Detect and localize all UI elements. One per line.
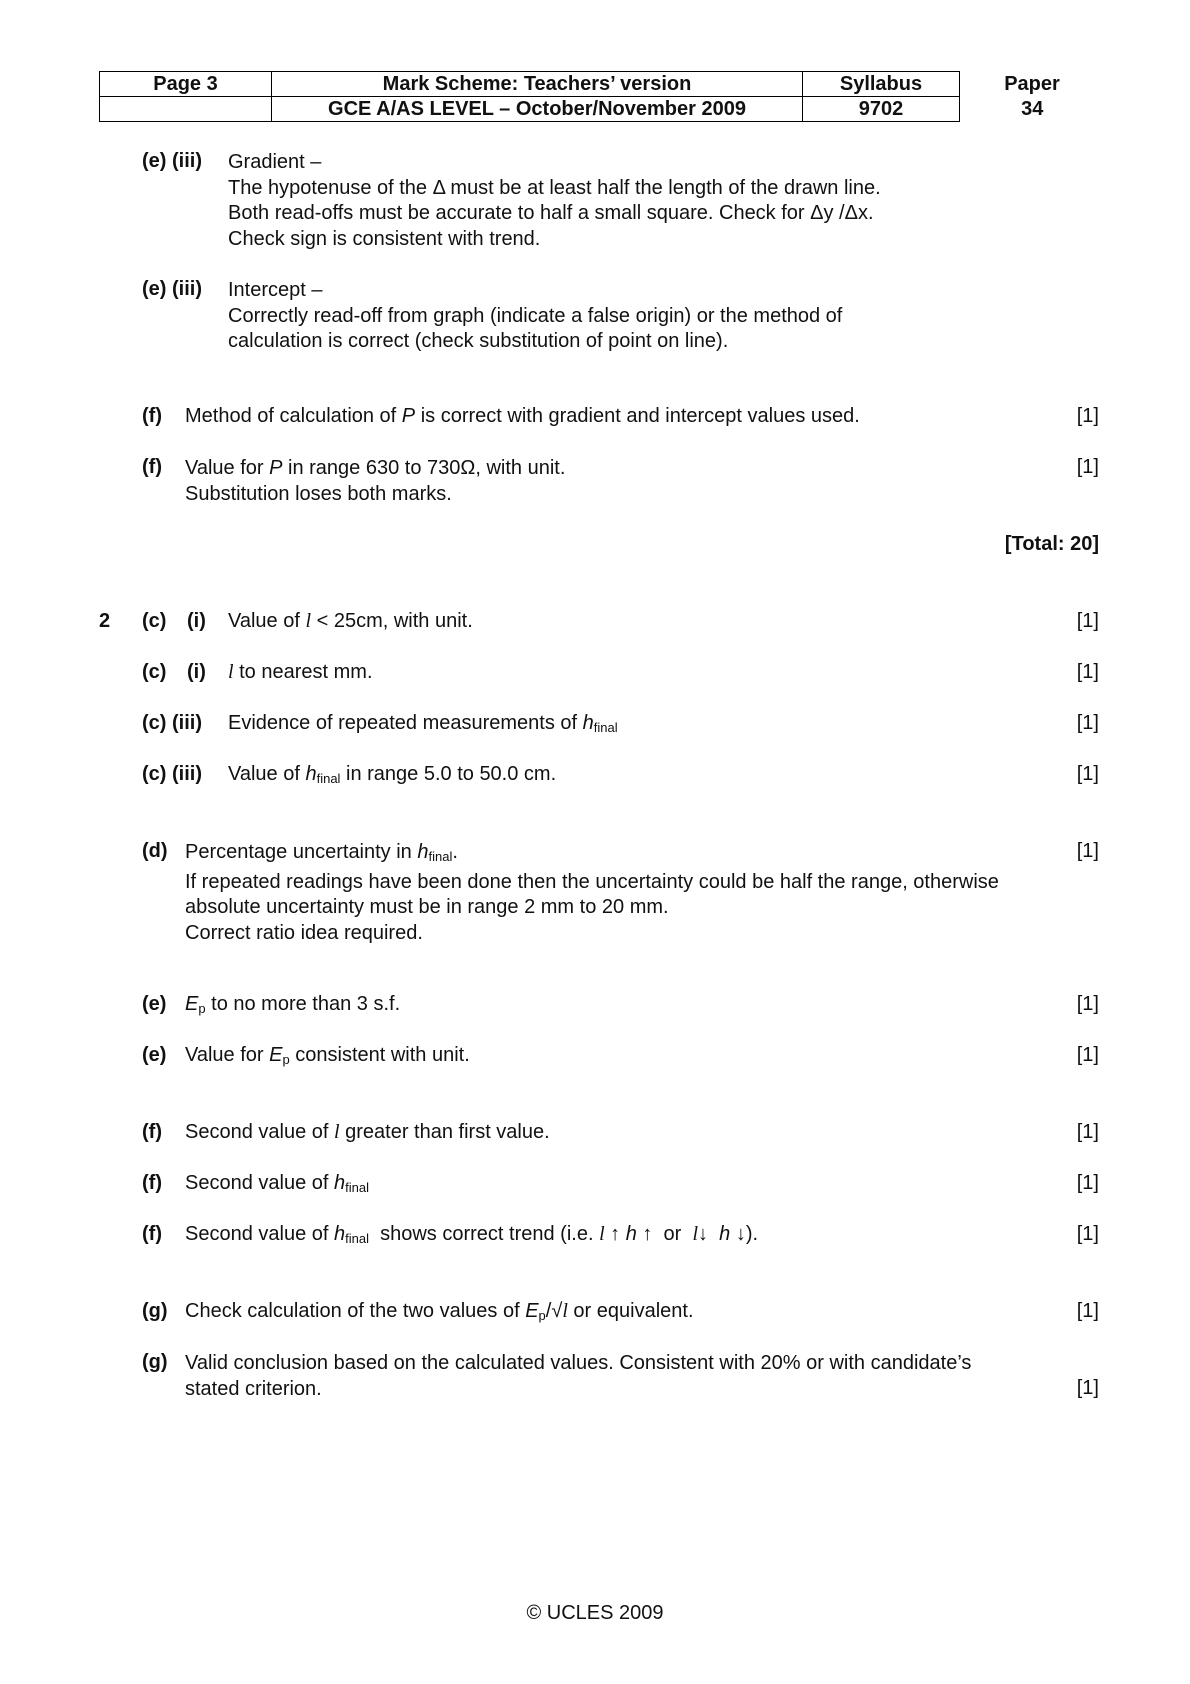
q1-f1-mark: [1]: [1076, 405, 1099, 427]
header-syllabus-label: Syllabus: [803, 72, 960, 97]
q1-e3a-line: The hypotenuse of the Δ must be at least half the length of the drawn line.: [228, 176, 881, 199]
header-page: Page 3: [100, 72, 272, 97]
q2-d-mark: [1]: [1076, 840, 1099, 862]
q2-f3-label: (f): [142, 1223, 162, 1245]
q2-f2-text: Second value of $h_{final}$: [185, 1172, 369, 1195]
q2-c1a-sub: (i): [187, 610, 206, 632]
q2-c1a-mark: [1]: [1076, 610, 1099, 632]
q2-c3a-mark: [1]: [1076, 712, 1099, 734]
q2-g1-mark: [1]: [1076, 1300, 1099, 1322]
q2-f1-text: Second value of l greater than first value.: [185, 1121, 550, 1143]
q2-g1-text: Check calculation of the two values of $E_p/√l$ or equivalent.: [185, 1300, 694, 1323]
q1-e3a-text: [228, 150, 881, 252]
q1-e3a-line: Both read-offs must be accurate to half a small square. Check for Δy /Δx.: [228, 202, 874, 224]
q1-f2-mark: [1]: [1076, 456, 1099, 478]
q2-g2-mark: [1]: [1076, 1377, 1099, 1399]
header-exam: GCE A/AS LEVEL – October/November 2009: [272, 97, 803, 122]
q2-e1-text: $E_p$ to no more than 3 s.f.: [185, 993, 401, 1016]
q2-number: 2: [99, 610, 111, 632]
q2-d-label: (d): [142, 840, 168, 862]
q2-f2-mark: [1]: [1076, 1172, 1099, 1194]
header-paper-label: Paper: [1004, 72, 1060, 95]
q2-g1-label: (g): [142, 1300, 168, 1322]
q2-g2-label: (g): [142, 1351, 168, 1373]
q2-c3a-label: (c) (iii): [142, 712, 202, 734]
q2-c3a-text: Evidence of repeated measurements of $h_{final}$: [228, 712, 618, 735]
q1-e3b-text: [228, 278, 842, 355]
q2-c1b-sub: (i): [187, 661, 206, 683]
header-title: Mark Scheme: Teachers’ version: [272, 72, 803, 97]
q2-c1b-text: l to nearest mm.: [228, 661, 373, 683]
q2-e2-mark: [1]: [1076, 1044, 1099, 1066]
q2-c1a-text: Value of l < 25cm, with unit.: [228, 610, 473, 632]
q1-f2-text: Value for P in range 630 to 730Ω, with unit. Substitution loses both marks.: [185, 457, 566, 505]
q2-f2-label: (f): [142, 1172, 162, 1194]
q1-e3a-line: Check sign is consistent with trend.: [228, 227, 541, 250]
q2-c3b-mark: [1]: [1076, 763, 1099, 785]
q2-c1b-mark: [1]: [1076, 661, 1099, 683]
q1-e3a-label: (e) (iii): [142, 150, 202, 172]
q1-e3b-line: Intercept –: [228, 279, 323, 301]
q2-c3b-text: Value of $h_{final}$ in range 5.0 to 50.0 cm.: [228, 763, 557, 786]
footer-copyright: © UCLES 2009: [526, 1602, 664, 1624]
q2-f1-label: (f): [142, 1121, 162, 1143]
q2-f1-mark: [1]: [1076, 1121, 1099, 1143]
q1-e3a-line: Gradient –: [228, 151, 322, 173]
q2-e1-mark: [1]: [1076, 993, 1099, 1015]
header-paper: 34: [1021, 97, 1044, 120]
q2-c1a-label: (c): [142, 610, 167, 632]
q1-e3b-label: (e) (iii): [142, 278, 202, 300]
q1-f1-text: Method of calculation of P is correct with gradient and intercept values used.: [185, 405, 860, 427]
q2-c1b-label: (c): [142, 661, 167, 683]
q1-total: [Total: 20]: [1004, 533, 1099, 555]
header-empty-cell: [100, 97, 272, 122]
q1-e3b-line: Correctly read-off from graph (indicate a false origin) or the method of: [228, 304, 843, 327]
q1-e3b-line: calculation is correct (check substitution of point on line).: [228, 330, 729, 352]
q2-c3b-label: (c) (iii): [142, 763, 202, 785]
q2-f3-mark: [1]: [1076, 1223, 1099, 1245]
header-syllabus: 9702: [803, 97, 960, 122]
q2-g2-text: Valid conclusion based on the calculated values. Consistent with 20% or with candidate’s stated criterion.: [185, 1352, 972, 1400]
header-table: [99, 71, 1105, 122]
q2-f3-text: Second value of $h_{final}$ shows correct trend (i.e. l ↑ h ↑ or l↓ h ↓).: [185, 1223, 759, 1246]
q1-f2-label: (f): [142, 456, 162, 478]
q2-e1-label: (e): [142, 993, 167, 1015]
q2-d-text: Percentage uncertainty in $h_{final}$. If repeated readings have been done then the uncertainty could be half the range, otherwise absolute uncertainty must be in range 2 mm to 20 mm. Correct ratio idea required.: [185, 841, 999, 944]
q1-f1-label: (f): [142, 405, 162, 427]
q2-e2-text: Value for $E_p$ consistent with unit.: [185, 1044, 470, 1067]
q2-e2-label: (e): [142, 1044, 167, 1066]
